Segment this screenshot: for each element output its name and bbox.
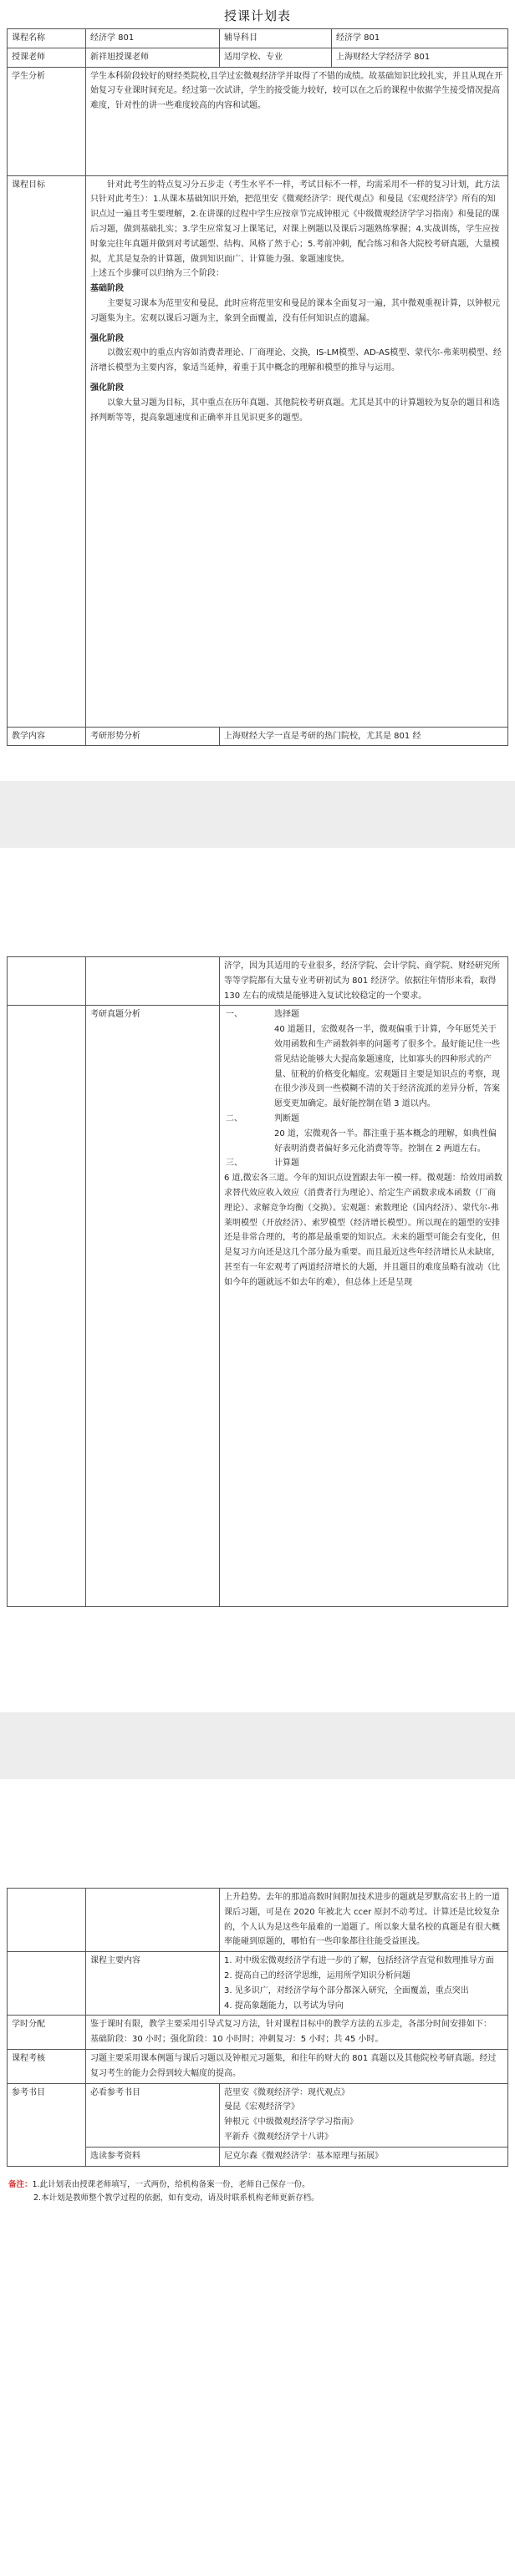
doc-title: 授课计划表 bbox=[223, 8, 291, 23]
teaching-content-label-cont bbox=[8, 957, 86, 1006]
exam-analysis-label-cont bbox=[86, 1889, 220, 1952]
required-book: 平新乔《微观经济学十八讲》 bbox=[224, 2132, 333, 2142]
teacher-value: 新祥旭授课老师 bbox=[86, 48, 220, 67]
student-analysis-text: 学生本科阶段较好的财经类院校,且学过宏微观经济学并取得了不错的成绩。故基础知识比较扎实，并且从现在开始复习专业课时间充足。经过第一次试讲，学生的接受能力较好，较可以在之后的课程中依据学生接受情况提高难度，针对性的讲一些难度较高的内容和试题。 bbox=[86, 67, 508, 175]
q3-text-b: 上升趋势。去年的那道高数时间附加技术进步的题就是罗默高宏书上的一道课后习题，可是在 2020 年被北大 ccer 原封不动考过。计算还是比较复杂的，个人认为是这些年最难的一道题了。所以象大量名校的真题是有很大概率能碰到原题的，哪怕有一些印象都往往能受益匪浅。 bbox=[220, 1889, 508, 1952]
phase3-title: 强化阶段 bbox=[90, 383, 124, 393]
remarks bbox=[8, 2178, 515, 2205]
course-goal-row bbox=[8, 175, 508, 727]
key-content-cell bbox=[220, 1952, 508, 2016]
q3-title: 计算题 bbox=[274, 1159, 299, 1169]
references-label: 参考书目 bbox=[8, 2083, 86, 2166]
teaching-content-label-cont-2 bbox=[8, 1006, 86, 1607]
course-goal-summary: 上述五个步骤可以归纳为三个阶段： bbox=[90, 269, 224, 279]
optional-book: 尼克尔森《微观经济学：基本原理与拓展》 bbox=[224, 2151, 383, 2161]
key-item: 1. 对中级宏微观经济学有进一步的了解，包括经济学直觉和数理推导方面 bbox=[224, 1956, 494, 1966]
course-name-row bbox=[8, 29, 508, 48]
schedule-breakdown: 基础阶段：30 小时；强化阶段：10 小时时；冲刺复习：5 小时；共 45 小时。 bbox=[90, 2035, 384, 2045]
assessment-row bbox=[8, 2049, 508, 2083]
plan-table-part-1 bbox=[7, 28, 508, 746]
teacher-label: 授课老师 bbox=[8, 48, 86, 67]
q3-text-a: 6 道,微宏各三道。今年的知识点设置跟去年一模一样。微观题：给效用函数求替代效应收入效应（消费者行为理论）、给定生产函数求成本函数（厂商理论）、求解竞争均衡（交换）。宏观题：索数理论（国内经济）、蒙代尔-弗莱明模型（开放经济）、索罗模型（经济增长模型）。所以现在的题型的安排还是非常合理的，考的都是最重要的知识点。未来的题型可能会有变化，但是复习方向还是这几个部分最为重要。而且最近这些年经济增长从未缺席，甚至有一年宏观考了两道经济增长的大题，并且题目的难度虽略有波动（比如今年的题就远不如去年的难），但总体上还是呈现 bbox=[224, 1174, 502, 1287]
aux-subject-label: 辅导科目 bbox=[220, 29, 332, 48]
course-goal-label: 课程目标 bbox=[8, 175, 86, 727]
form-analysis-label: 考研形势分析 bbox=[86, 727, 220, 746]
remarks-line-2: 2.本计划是教师整个教学过程的依据，如有变动，请及时联系机构老师更新存档。 bbox=[33, 2193, 319, 2203]
schedule-label: 学时分配 bbox=[8, 2016, 86, 2050]
student-analysis-label: 学生分析 bbox=[8, 67, 86, 175]
teaching-content-row-a bbox=[8, 727, 508, 746]
teaching-content-label: 教学内容 bbox=[8, 727, 86, 746]
aux-subject-value: 经济学 801 bbox=[332, 29, 508, 48]
schedule-cell bbox=[86, 2016, 508, 2050]
page-3 bbox=[0, 1779, 515, 2576]
exam-analysis-row bbox=[8, 1006, 508, 1607]
q2-num: 二、 bbox=[226, 1113, 242, 1123]
page-2 bbox=[0, 848, 515, 1712]
form-analysis-text-a: 上海财经大学一直是考研的热门院校，尤其是 801 经 bbox=[220, 727, 508, 746]
teaching-content-label-cont-3 bbox=[8, 1889, 86, 1952]
exam-analysis-cell bbox=[220, 1006, 508, 1607]
student-analysis-row bbox=[8, 67, 508, 175]
schedule-text: 鉴于课时有限，教学主要采用引导式复习方法，针对课程目标中的教学方法的五步走，各部分时间安排如下： bbox=[90, 2020, 492, 2030]
course-name-label: 课程名称 bbox=[8, 29, 86, 48]
applicable-value: 上海财经大学经济学 801 bbox=[332, 48, 508, 67]
phase2-title: 强化阶段 bbox=[90, 333, 124, 343]
form-analysis-row-b bbox=[8, 957, 508, 1006]
page-gap-2 bbox=[0, 1712, 515, 1779]
required-book: 曼昆《宏观经济学》 bbox=[224, 2102, 299, 2112]
teacher-row bbox=[8, 48, 508, 67]
q2-text: 20 道，宏微观各一半。都注重于基本概念的理解，如典性偏好表明消费者偏好多元化消费等等。控制在 2 两道左右。 bbox=[274, 1128, 497, 1154]
form-analysis-text-b: 济学，因为其适用的专业很多，经济学院、会计学院、商学院、财经研究所等等学院都有大量专业考研初试为 801 经济学。依据往年情形来看，取得 130 左右的成绩是能够进入复试比较稳定的一个要求。 bbox=[220, 957, 508, 1006]
q1-num: 一、 bbox=[226, 1010, 242, 1020]
references-required-row bbox=[8, 2083, 508, 2147]
teaching-content-label-cont-4 bbox=[8, 1952, 86, 2016]
phase1-title: 基础阶段 bbox=[90, 284, 124, 294]
applicable-label: 适用学校、专业 bbox=[220, 48, 332, 67]
exam-analysis-label: 考研真题分析 bbox=[86, 1006, 220, 1607]
plan-table-part-3 bbox=[7, 1888, 508, 2167]
key-content-label: 课程主要内容 bbox=[86, 1952, 220, 2016]
phase1-text: 主要复习课本为范里安和曼昆，此时应将范里安和曼昆的课本全面复习一遍，其中微观重视计算，以钟根元习题集为主。宏观以课后习题为主，象到全面覆盖，没有任何知识点的遗漏。 bbox=[90, 298, 500, 323]
schedule-row bbox=[8, 2016, 508, 2050]
remarks-label: 备注： bbox=[8, 2179, 33, 2189]
q1-title: 选择题 bbox=[274, 1010, 299, 1020]
key-item: 2. 提高自己的经济学思维，运用所学知识分析问题 bbox=[224, 1970, 410, 1980]
course-goal-para: 针对此考生的特点复习分五步走（考生水平不一样，考试目标不一样，均需采用不一样的复习计划，此方法只针对此考生）：1.从课本基础知识开始，把范里安《微观经济学：现代观点》和曼昆《宏观经济学》所有的知识点过一遍且考生要理解，2.在讲课的过程中学生应按章节完成钟根元《中级微观经济学学习指南》和曼昆的课后习题，做到基础扎实；3.学生应常复习上课笔记，对课上例题以及课后习题熟练掌握；4.实战训练，学生应按时象完往年真题并做到对考试题型、结构、风格了然于心；5.考前冲刺，配合练习和各大院校考研真题，大量模拟，尤其是复杂的计算题，做到知识面广、计算能力强、象题速度快。 bbox=[90, 180, 500, 264]
phase2-text: 以微宏观中的重点内容如消费者理论、厂商理论、交换，IS-LM模型、AD-AS模型、蒙代尔-弗莱明模型、经济增长模型为主要内容，象适当延伸，着重于其中概念的理解和模型的推导与运用。 bbox=[90, 348, 502, 373]
form-analysis-label-cont bbox=[86, 957, 220, 1006]
page-1 bbox=[0, 0, 515, 781]
remarks-line-1: 1.此计划表由授课老师填写，一式两份，给机构备案一份，老师自己保存一份。 bbox=[32, 2179, 310, 2189]
required-book: 钟根元《中级微观经济学学习指南》 bbox=[224, 2117, 358, 2127]
q3-num: 三、 bbox=[226, 1159, 242, 1169]
course-name-value: 经济学 801 bbox=[86, 29, 220, 48]
optional-books-label: 选读参考资料 bbox=[86, 2147, 220, 2166]
plan-table-part-2 bbox=[7, 956, 508, 1607]
required-book: 范里安《微观经济学：现代观点》 bbox=[224, 2087, 349, 2097]
required-books-label: 必看参考书目 bbox=[86, 2083, 220, 2147]
key-content-row bbox=[8, 1952, 508, 2016]
phase3-text: 以象大量习题为目标，其中重点在历年真题、其他院校考研真题。尤其是其中的计算题较为复杂的题目和选择判断等等，提高象题速度和正确率并且见识更多的题型。 bbox=[90, 398, 500, 423]
key-item: 3. 见多识广，对经济学每个部分都深入研究，全面覆盖，重点突出 bbox=[224, 1985, 469, 1995]
exam-analysis-row-cont bbox=[8, 1889, 508, 1952]
assessment-label: 课程考核 bbox=[8, 2049, 86, 2083]
course-goal-cell bbox=[86, 175, 508, 727]
q2-title: 判断题 bbox=[274, 1113, 299, 1123]
required-books-cell bbox=[220, 2083, 508, 2147]
q1-text: 40 道题目，宏微观各一半，微观偏重于计算，今年愿凭关于效用函数和生产函数斜率的问题考了很多个。最好能记住一些常见结论能够大大提高象题速度，比如寡头的四种形式的产量、征税的价格变化幅度。宏观题目主要是知识点的考察，现在很少涉及到一些模糊不清的关于经济流派的差异分析，答案愿变更加确定。最好能控制在错 3 道以内。 bbox=[274, 1025, 500, 1109]
optional-books-cell bbox=[220, 2147, 508, 2166]
assessment-text: 习题主要采用课本例题与课后习题以及钟根元习题集，和往年的财大的 801 真题以及其他院校考研真题。经过复习考生的能力会得到较大幅度的提高。 bbox=[86, 2049, 508, 2083]
key-item: 4. 提高象题能力，以考试为导向 bbox=[224, 2000, 344, 2011]
page-gap-1 bbox=[0, 781, 515, 848]
